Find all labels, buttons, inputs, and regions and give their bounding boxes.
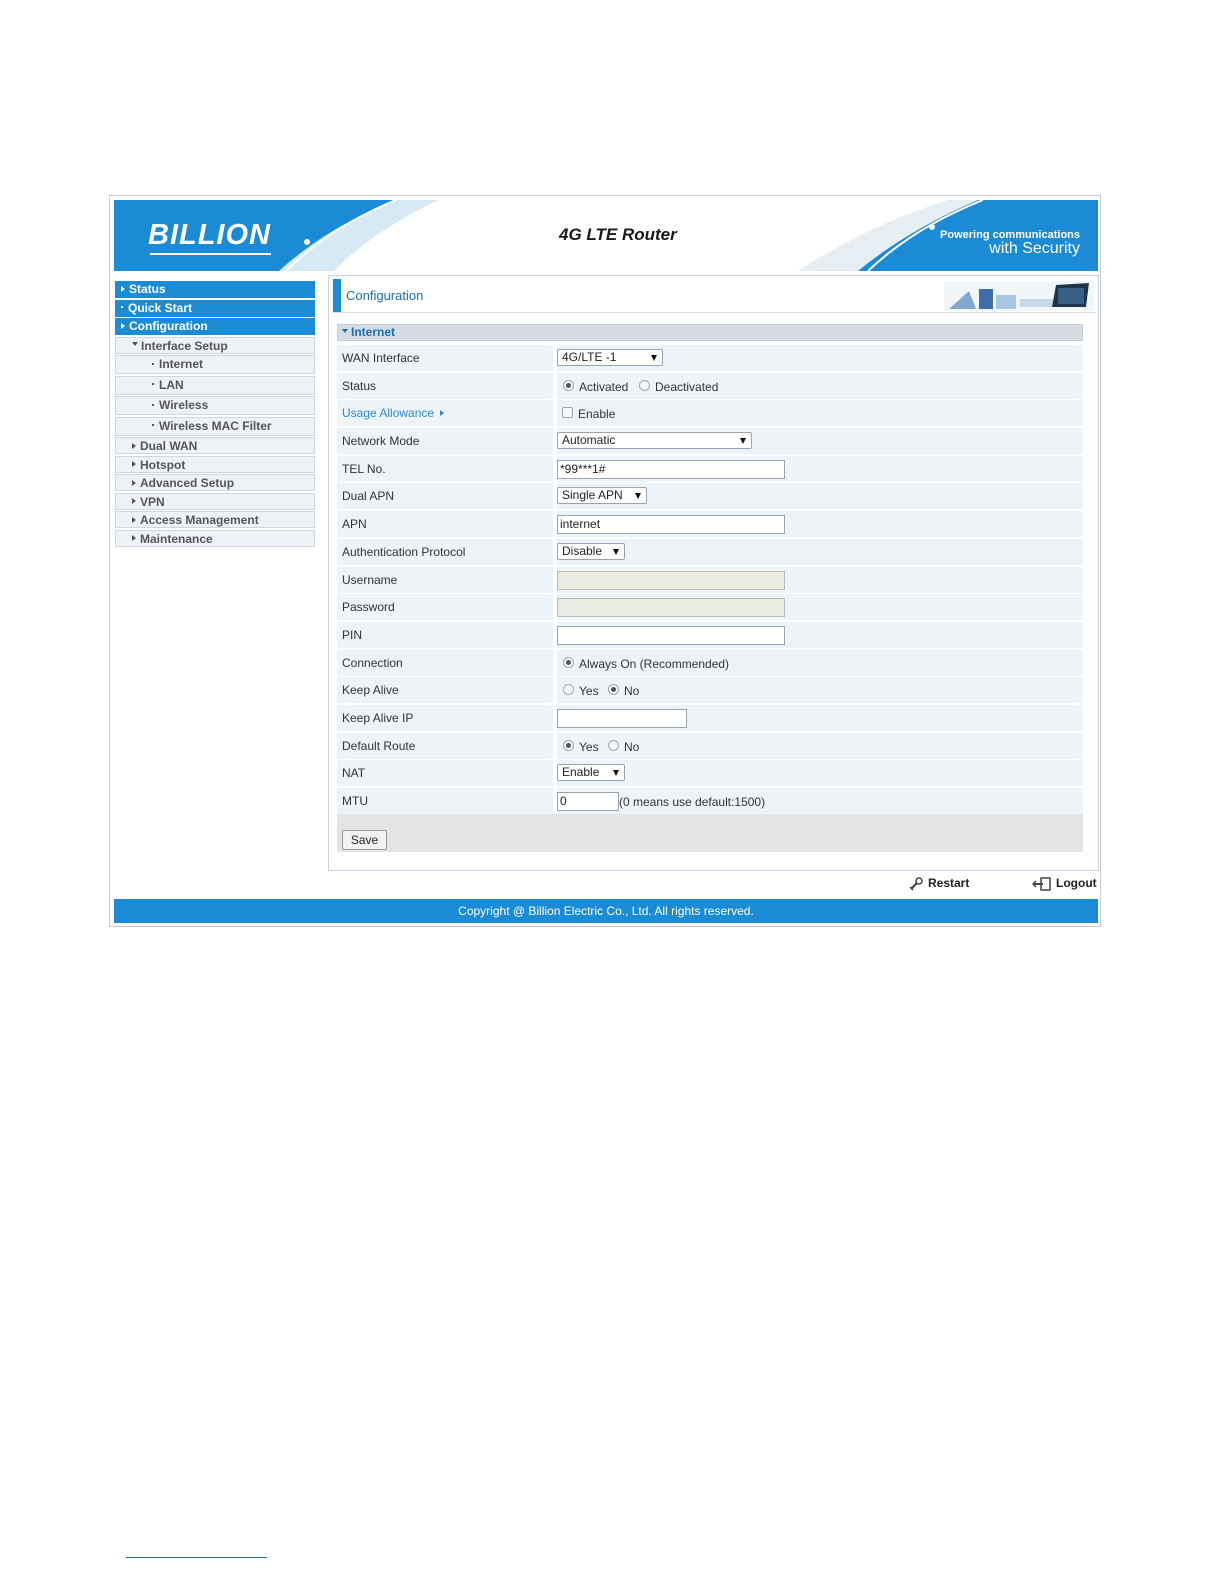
status-deactivated-radio[interactable] [639,380,650,391]
usage-allowance-enable-checkbox[interactable] [562,407,573,418]
office-illustration-icon [944,281,1094,311]
username-cell [557,567,1083,593]
tagline-line1: Powering communications [940,229,1080,241]
status-label: Status [337,373,553,399]
pin-cell [557,622,1083,648]
username-input[interactable] [557,571,785,590]
usage-allowance-cell [557,400,1083,426]
footer [114,899,1098,923]
apn-input[interactable]: internet [557,515,785,534]
page-footnote-rule [126,1557,267,1558]
row-keep-alive [337,677,1083,703]
sidebar-item-internet[interactable] [115,355,315,374]
internet-settings-form [337,345,1083,816]
password-cell [557,594,1083,620]
wan-interface-label: WAN Interface [337,345,553,371]
status-cell [557,373,1083,399]
content-panel [328,275,1099,871]
default-route-yes-label: Yes [579,739,599,754]
logout-icon [1032,877,1052,891]
row-wan-interface [337,345,1083,371]
sidebar-item-label: LAN [159,377,184,392]
sidebar-item-maintenance[interactable] [115,530,315,547]
apn-cell [557,511,1083,537]
sidebar-item-vpn[interactable] [115,493,315,510]
sidebar-item-wireless[interactable] [115,396,315,415]
network-mode-label: Network Mode [337,428,553,454]
chevron-right-icon [132,480,136,486]
mtu-label: MTU [337,788,553,814]
password-label: Password [337,594,553,620]
chevron-right-icon [132,461,136,467]
chevron-right-icon [132,535,136,541]
dropdown-caret-icon [613,549,619,555]
row-tel-no [337,456,1083,482]
tel-no-label: TEL No. [337,456,553,482]
nat-cell [557,760,1083,786]
sidebar-item-configuration[interactable] [115,318,315,335]
wan-interface-value: 4G/LTE -1 [562,350,617,364]
sidebar-item-label: Advanced Setup [140,476,235,490]
usage-allowance-label: Usage Allowance [342,406,435,421]
sidebar-item-label: Dual WAN [140,439,198,453]
usage-allowance-enable-label: Enable [578,407,616,422]
chevron-right-icon [121,286,125,292]
auth-protocol-select[interactable] [557,543,625,560]
nat-value: Enable [562,765,600,780]
mtu-input[interactable]: 0 [557,792,619,811]
pin-label: PIN [337,622,553,648]
keep-alive-yes-radio[interactable] [563,684,574,695]
dropdown-caret-icon [651,355,657,361]
sidebar-item-wireless-mac-filter[interactable] [115,417,315,436]
username-label: Username [337,567,553,593]
dropdown-caret-icon [740,438,746,444]
restart-link[interactable] [908,876,969,892]
copyright-text: Copyright @ Billion Electric Co., Ltd. All rights reserved. [458,904,754,918]
connection-always-on-radio[interactable] [563,657,574,668]
connection-label: Connection [337,650,553,676]
nat-label: NAT [337,760,553,786]
banner [114,200,1098,271]
bullet-icon [152,363,154,365]
network-mode-value: Automatic [562,433,616,448]
keep-alive-ip-cell [557,705,1083,731]
chevron-right-icon [132,498,136,504]
sidebar-item-label: Hotspot [140,457,186,472]
row-status [337,373,1083,399]
dual-apn-cell [557,483,1083,509]
default-route-no-radio[interactable] [608,740,619,751]
default-route-no-label: No [624,739,640,754]
row-network-mode [337,428,1083,454]
restart-icon [908,876,924,892]
row-apn [337,511,1083,537]
sidebar-item-hotspot[interactable] [115,456,315,473]
sidebar-item-lan[interactable] [115,376,315,395]
mtu-cell [557,788,1083,814]
sidebar-item-label: VPN [140,494,165,509]
sidebar-nav [115,281,315,548]
sidebar-item-interface-setup[interactable] [115,337,315,354]
sidebar-item-label: Configuration [129,319,208,333]
row-keep-alive-ip [337,705,1083,731]
usage-allowance-link[interactable] [337,400,553,426]
default-route-yes-radio[interactable] [563,740,574,751]
dropdown-caret-icon [613,770,619,776]
keep-alive-yes-label: Yes [579,684,599,699]
sidebar-item-label: Wireless MAC Filter [159,418,272,433]
wan-interface-select[interactable] [557,349,663,366]
sidebar-item-dual-wan[interactable] [115,437,315,454]
auth-protocol-cell [557,539,1083,565]
router-window [109,195,1101,927]
keep-alive-no-label: No [624,684,640,699]
connection-cell [557,650,1083,676]
chevron-down-icon [342,329,348,333]
pin-input[interactable] [557,626,785,645]
row-dual-apn [337,483,1083,509]
header-accent-bar [333,279,341,312]
auth-protocol-label: Authentication Protocol [337,539,553,565]
auth-protocol-value: Disable [562,543,603,558]
logout-link[interactable] [1032,876,1097,891]
product-title: 4G LTE Router [559,225,677,244]
row-connection [337,650,1083,676]
logout-label: Logout [1056,876,1097,890]
sidebar-item-access-management[interactable] [115,511,315,528]
chevron-down-icon [132,342,138,346]
row-nat [337,760,1083,786]
chevron-right-icon [132,517,136,523]
row-mtu [337,788,1083,814]
wan-interface-cell [557,345,1083,371]
network-mode-select[interactable] [557,432,752,449]
tagline-line2: with Security [989,240,1080,257]
bullet-icon [152,404,154,406]
tel-no-cell [557,456,1083,482]
section-internet-header[interactable] [337,324,1083,341]
sidebar-item-label: Maintenance [140,531,213,546]
dual-apn-value: Single APN [562,488,623,503]
page-header [333,279,1096,313]
sidebar-item-quick-start[interactable] [115,300,315,317]
row-username [337,567,1083,593]
row-pin [337,622,1083,648]
row-auth-protocol [337,539,1083,565]
tagline [940,228,1080,256]
status-activated-radio[interactable] [563,380,574,391]
keep-alive-label: Keep Alive [337,677,553,703]
status-activated-label: Activated [579,379,629,394]
nat-select[interactable] [557,764,625,781]
network-mode-cell [557,428,1083,454]
sidebar-item-label: Quick Start [128,300,193,315]
page-title: Configuration [346,288,424,303]
default-route-label: Default Route [337,733,553,759]
chevron-right-icon [132,443,136,449]
dual-apn-select[interactable] [557,487,647,504]
status-deactivated-label: Deactivated [655,379,719,394]
bullet-icon [121,306,123,308]
default-route-cell [557,733,1083,759]
chevron-right-icon [121,323,125,329]
keep-alive-ip-input[interactable] [557,709,687,728]
sidebar-item-status[interactable] [115,281,315,298]
dropdown-caret-icon [635,493,641,499]
sidebar-item-label: Status [129,282,166,296]
sidebar-item-label: Interface Setup [141,338,228,353]
keep-alive-no-radio[interactable] [608,684,619,695]
dual-apn-label: Dual APN [337,483,553,509]
bullet-icon [152,424,154,426]
bullet-icon [152,383,154,385]
row-default-route [337,733,1083,759]
save-button[interactable]: Save [342,830,387,850]
keep-alive-ip-label: Keep Alive IP [337,705,553,731]
row-password [337,594,1083,620]
row-usage-allowance [337,400,1083,426]
sidebar-item-advanced-setup[interactable] [115,474,315,491]
connection-always-on-label: Always On (Recommended) [579,656,730,671]
section-title: Internet [351,325,396,339]
password-input[interactable] [557,598,785,617]
billion-logo: BILLION [148,219,271,252]
form-actions [337,814,1083,852]
sidebar-item-label: Internet [159,357,204,371]
chevron-right-icon [440,410,444,416]
sidebar-item-label: Access Management [140,513,259,527]
tel-no-input[interactable]: *99***1# [557,460,785,479]
mtu-hint: (0 means use default:1500) [619,795,766,809]
keep-alive-cell [557,677,1083,703]
apn-label: APN [337,511,553,537]
restart-label: Restart [928,876,970,891]
sidebar-item-label: Wireless [159,398,209,412]
